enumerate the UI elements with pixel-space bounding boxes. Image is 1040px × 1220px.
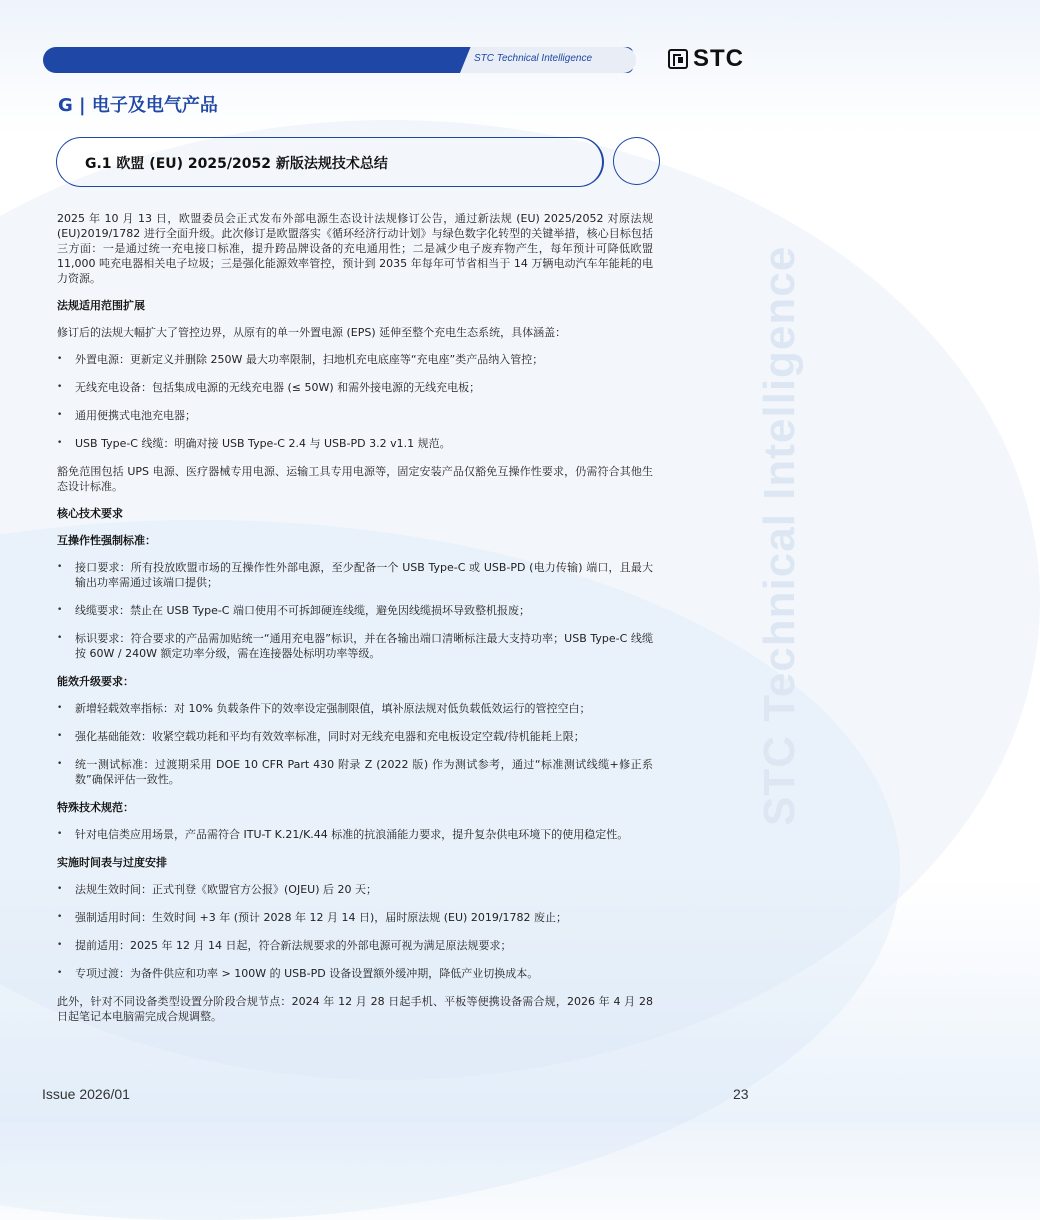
header-tagline: STC Technical Intelligence — [474, 53, 593, 64]
efficiency-heading: 能效升级要求： — [57, 675, 134, 688]
list-item: • 线缆要求：禁止在 USB Type-C 端口使用不可拆卸硬连线缆，避免因线缆损坏导致整机报废； — [57, 603, 653, 618]
special-list — [57, 827, 653, 842]
page-number: 23 — [733, 1086, 749, 1102]
stc-logo-text: STC — [693, 45, 744, 72]
exemption-paragraph: 豁免范围包括 UPS 电源、医疗器械专用电源、运输工具专用电源等，固定安装产品仅豁免互操作性要求，仍需符合其他生态设计标准。 — [57, 465, 653, 493]
interop-heading: 互操作性强制标准： — [57, 534, 156, 547]
list-item: • 针对电信类应用场景，产品需符合 ITU-T K.21/K.44 标准的抗浪涌能力要求，提升复杂供电环境下的使用稳定性。 — [57, 827, 653, 842]
list-item: • 专项过渡：为备件供应和功率 > 100W 的 USB-PD 设备设置额外缓冲期，降低产业切换成本。 — [57, 966, 653, 981]
special-heading: 特殊技术规范： — [57, 801, 134, 814]
scope-heading: 法规适用范围扩展 — [57, 299, 145, 312]
article-body — [57, 211, 653, 1036]
timeline-heading: 实施时间表与过度安排 — [57, 856, 167, 869]
closing-paragraph: 此外，针对不同设备类型设置分阶段合规节点：2024 年 12 月 28 日起手机、平板等便携设备需合规，2026 年 4 月 28 日起笔记本电脑需完成合规调整。 — [57, 995, 653, 1023]
scope-list — [57, 352, 653, 451]
list-item: • 新增轻载效率指标：对 10% 负载条件下的效率设定强制限值，填补原法规对低负载低效运行的管控空白； — [57, 701, 653, 716]
interop-list — [57, 560, 653, 661]
list-item: • 提前适用：2025 年 12 月 14 日起，符合新法规要求的外部电源可视为满足原法规要求； — [57, 938, 653, 953]
stc-logo-icon — [668, 49, 688, 69]
list-item: • 强化基础能效：收紧空载功耗和平均有效效率标准，同时对无线充电器和充电板设定空载/待机能耗上限； — [57, 729, 653, 744]
list-item: • 标识要求：符合要求的产品需加贴统一“通用充电器”标识，并在各输出端口清晰标注最大支持功率；USB Type-C 线缆按 60W / 240W 额定功率分级，需在连接器处标明功率等级。 — [57, 631, 653, 661]
list-item: • 无线充电设备：包括集成电源的无线充电器 (≤ 50W) 和需外接电源的无线充电板； — [57, 380, 653, 395]
list-item: • USB Type-C 线缆：明确对接 USB Type-C 2.4 与 USB-PD 3.2 v1.1 规范。 — [57, 436, 653, 451]
intro-paragraph: 2025 年 10 月 13 日，欧盟委员会正式发布外部电源生态设计法规修订公告，通过新法规 (EU) 2025/2052 对原法规 (EU)2019/1782 进行全面升级。此次修订是欧盟落实《循环经济行动计划》与绿色数字化转型的关键举措，核心目标包括三方面：一是通过统一充电接口标准，提升跨品牌设备的充电通用性；二是减少电子废弃物产生，每年预计可降低欧盟 11,000 吨充电器相关电子垃圾；三是强化能源效率管控，预计到 2035 年每年可节省相当于 14 万辆电动汽车年能耗的电力资源。 — [57, 212, 653, 285]
list-item: • 通用便携式电池充电器； — [57, 408, 653, 423]
list-item: • 法规生效时间：正式刊登《欧盟官方公报》(OJEU) 后 20 天； — [57, 882, 653, 897]
side-watermark: STC Technical Intelligence — [755, 245, 804, 826]
scope-lead: 修订后的法规大幅扩大了管控边界，从原有的单一外置电源 (EPS) 延伸至整个充电生态系统，具体涵盖： — [57, 326, 567, 339]
list-item: • 统一测试标准：过渡期采用 DOE 10 CFR Part 430 附录 Z (2022 版) 作为测试参考，通过“标准测试线缆+修正系数”确保评估一致性。 — [57, 757, 653, 787]
list-item: • 接口要求：所有投放欧盟市场的互操作性外部电源，至少配备一个 USB Type-C 或 USB-PD (电力传输) 端口，且最大输出功率需通过该端口提供； — [57, 560, 653, 590]
stc-logo — [668, 47, 744, 71]
decorative-circle — [613, 137, 660, 185]
list-item: • 强制适用时间：生效时间 +3 年 (预计 2028 年 12 月 14 日)，届时原法规 (EU) 2019/1782 废止； — [57, 910, 653, 925]
efficiency-list — [57, 701, 653, 787]
section-title: G | 电子及电气产品 — [58, 95, 218, 116]
list-item: • 外置电源：更新定义并删除 250W 最大功率限制，扫地机充电底座等“充电座”类产品纳入管控； — [57, 352, 653, 367]
subsection-title: G.1 欧盟 (EU) 2025/2052 新版法规技术总结 — [85, 156, 388, 172]
issue-label: Issue 2026/01 — [42, 1086, 130, 1102]
core-heading: 核心技术要求 — [57, 507, 123, 520]
timeline-list — [57, 882, 653, 981]
